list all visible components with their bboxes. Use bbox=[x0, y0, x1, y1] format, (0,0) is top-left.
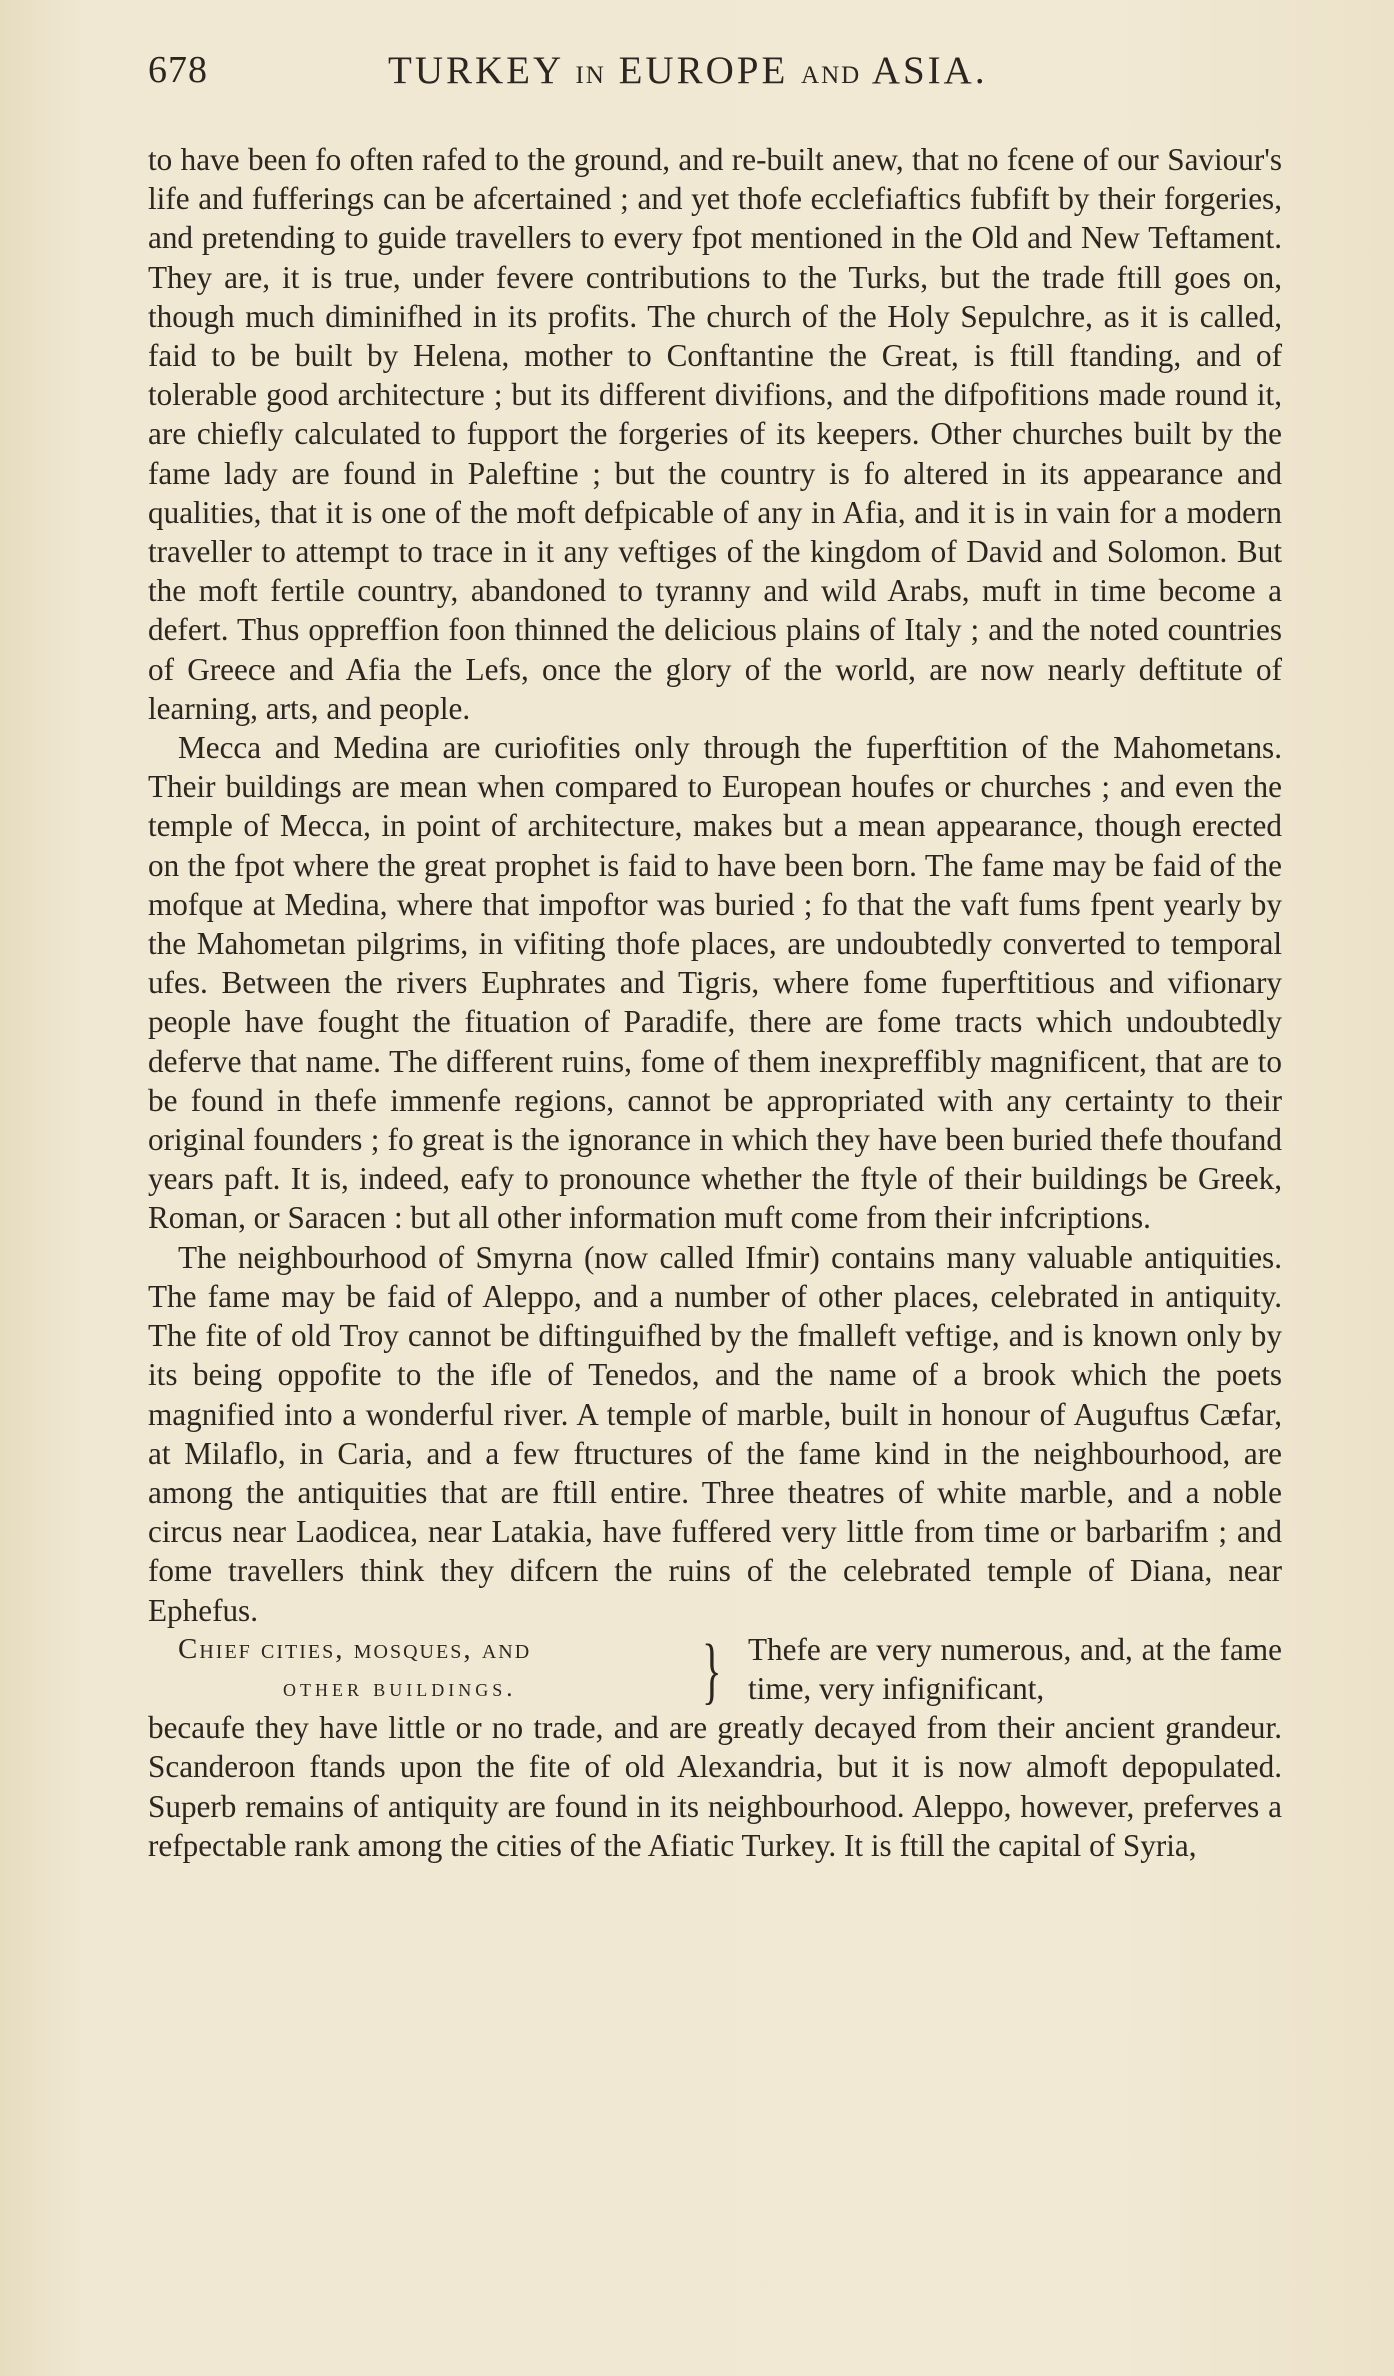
section-chief-cities bbox=[148, 1629, 1282, 1712]
brace-mark: } bbox=[702, 1629, 723, 1712]
paragraph-mecca-medina: Mecca and Medina are curiofities only through the fuperftition of the Mahometans. Their buildings are mean when compared to European houfes or churches ; and even the temple of Mecca, in point of architecture, makes but a mean appearance, though erected on the fpot where the great prophet is faid to have been born. The fame may be faid of the mofque at Medina, where that impoftor was buried ; fo that the vaft fums fpent yearly by the Mahometan pilgrims, in vifiting thofe places, are undoubtedly converted to temporal ufes. Between the rivers Euphrates and Tigris, where fome fuperftitious and vifionary people have fought the fituation of Paradife, there are fome tracts which undoubtedly deferve that name. The different ruins, fome of them inexpreffibly magnificent, that are to be found in thefe immenfe regions, cannot be appropriated with any certainty to their original founders ; fo great is the ignorance in which they have been buried thefe thoufand years paft. It is, indeed, eafy to pronounce whether the ftyle of their buildings be Greek, Roman, or Saracen : but all other information muft come from their infcriptions. bbox=[148, 730, 1282, 1236]
section-heading-line1: Chief cities, mosques, and bbox=[178, 1632, 532, 1665]
title-in: IN bbox=[575, 62, 606, 89]
running-title bbox=[388, 48, 988, 93]
section-opening-text: Thefe are very numerous, and, at the fame time, very infignificant, bbox=[748, 1631, 1282, 1706]
title-asia: ASIA. bbox=[871, 49, 988, 92]
title-turkey: TURKEY bbox=[388, 49, 563, 92]
page-number: 678 bbox=[148, 49, 208, 91]
paragraph-smyrna: The neighbourhood of Smyrna (now called Ifmir) contains many valuable antiquities. The fame may be faid of Aleppo, and a number of other places, celebrated in antiquity. The fite of old Troy cannot be diftinguifhed by the fmalleft veftige, and is known only by its being oppofite to the ifle of Tenedos, and the name of a brook which the poets magnified into a wonderful river. A temple of marble, built in honour of Auguftus Cæfar, at Milaflo, in Caria, and a few ftructures of the fame kind in the neighbourhood, are among the antiquities that are ftill entire. Three theatres of white marble, and a noble circus near Laodicea, near Latakia, have fuffered very little from time or barbarifm ; and fome travellers think they difcern the ruins of the celebrated temple of Diana, near Ephefus. bbox=[148, 1239, 1282, 1628]
page-body bbox=[148, 140, 1282, 1865]
section-heading-line2: other buildings. bbox=[283, 1674, 517, 1702]
running-header bbox=[148, 48, 1282, 118]
paragraph-chief-cities: becaufe they have little or no trade, and are greatly decayed from their ancient grandeur. Scanderoon ftands upon the fite of old Alexandria, but it is now almoft depopulated. Superb remains of antiquity are found in its neighbourhood. Aleppo, however, preferves a refpectable rank among the cities of the Afiatic Turkey. It is ftill the capital of Syria, bbox=[148, 1710, 1282, 1863]
title-and: AND bbox=[801, 62, 862, 89]
paragraph-holy-land: to have been fo often rafed to the ground, and re-built anew, that no fcene of our Saviour's life and fufferings can be afcertained ; and yet thofe ecclefiaftics fubfift by their forgeries, and pretending to guide travellers to every fpot mentioned in the Old and New Teftament. They are, it is true, under fevere contributions to the Turks, but the trade ftill goes on, though much diminifhed in its profits. The church of the Holy Sepulchre, as it is called, faid to be built by Helena, mother to Conftantine the Great, is ftill ftanding, and of tolerable good architecture ; but its different divifions, and the difpofitions made round it, are chiefly calculated to fupport the forgeries of its keepers. Other churches built by the fame lady are found in Paleftine ; but the country is fo altered in its appearance and qualities, that it is one of the moft defpicable of any in Afia, and it is in vain for a modern traveller to attempt to trace in it any veftiges of the kingdom of David and Solomon. But the moft fertile country, abandoned to tyranny and wild Arabs, muft in time become a defert. Thus oppreffion foon thinned the delicious plains of Italy ; and the noted countries of Greece and Afia the Lefs, once the glory of the world, are now nearly deftitute of learning, arts, and people. bbox=[148, 142, 1282, 726]
title-europe: EUROPE bbox=[618, 49, 789, 92]
section-heading bbox=[148, 1629, 748, 1712]
